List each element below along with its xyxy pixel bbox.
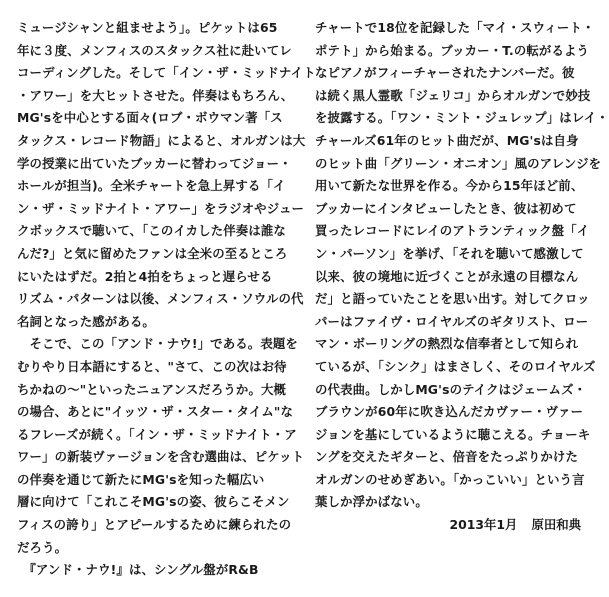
text-line: ワー」の新装ヴァージョンを含む選曲は、ピケット <box>17 449 305 465</box>
text-line: リズム・パターンは以後、メンフィス・ソウルの代 <box>17 291 304 307</box>
text-line: むりやり日本語にすると、"さて、この次はお待 <box>17 358 287 374</box>
text-line: ブッカーにインタビューしたとき、彼は初めて <box>315 200 577 216</box>
text-line: 層に向けて「これこそMG'sの姿、彼らこそメン <box>17 494 290 510</box>
text-line: コーディングした。そして「イン・ザ・ミッドナイト <box>17 65 316 81</box>
text-line: ジョンを基にしているように聴こえる。チョーキ <box>315 426 591 442</box>
text-line: 以来、彼の境地に近づくことが永遠の目標なん <box>315 268 579 284</box>
text-line: は続く黒人霊歌「ジェリコ」からオルガンで妙技 <box>315 87 591 103</box>
text-line: ミュージシャンと組ませよう」。ピケットは65 <box>17 20 278 35</box>
text-line: マン・ボーリングの熱烈な信奉者として知られ <box>315 336 579 352</box>
text-line: ポテト」から始まる。ブッカー・T.の転がるよう <box>315 42 590 58</box>
left-text-column <box>17 17 316 582</box>
text-line: MG'sを中心とする面々(ロブ・ボウマン著「ス <box>17 110 283 126</box>
text-line: 学の授業に出ていたブッカーに替わってジョー・ <box>17 155 292 171</box>
text-line: 葉しか浮かばない。 <box>315 494 428 510</box>
text-line: 買ったレコードにレイのアトランティック盤「イ <box>315 223 590 239</box>
text-line: 名詞となった感がある。 <box>17 313 155 329</box>
text-line: なピアノがフィーチャーされたナンバーだ。彼 <box>315 65 575 81</box>
signature-date: 2013年1月 <box>449 517 518 532</box>
text-line: ・アワー」を大ヒットさせた。伴奏はもちろん、 <box>17 87 294 103</box>
text-line: クボックスで聴いて、「このイカした伴奏は誰な <box>17 223 286 239</box>
text-line: ブラウンが60年に吹き込んだカヴァー・ヴァー <box>315 404 584 420</box>
text-line: そこで、この「アンド・ナウ!」である。表題を <box>17 336 298 352</box>
text-line: のヒット曲「グリーン・オニオン」風のアレンジを <box>315 155 602 171</box>
text-line: ちかねの〜"といったニュアンスだろうか。大概 <box>17 381 287 397</box>
text-line: パーはファイヴ・ロイヤルズのギタリスト、ロー <box>315 313 589 329</box>
text-line: にいたはずだ。2拍と4拍をちょっと遅らせる <box>17 268 273 284</box>
text-line: ングを交えたギターと、倍音をたっぷりかけた <box>315 449 578 465</box>
text-line: だ」と語っていたことを思い出す。対してクロッ <box>315 291 590 307</box>
text-line: チャートで18位を記録した「マイ・スウィート・ <box>315 20 595 35</box>
text-line: の場合、あとに"イッツ・ザ・スター・タイム"な <box>17 404 294 420</box>
text-line: ているが、「シンク」はまさしく、そのロイヤルズ <box>315 358 596 374</box>
text-line: ン・ザ・ミッドナイト・アワー」をラジオやジュー <box>17 200 305 216</box>
signature-author: 原田和典 <box>531 517 581 532</box>
article-signature <box>315 514 581 537</box>
text-line: ホールが担当)。全米チャートを急上昇する「イ <box>17 178 286 194</box>
text-line: タックス・レコード物語」によると、オルガンは大 <box>17 132 306 148</box>
text-line: の伴奏を通じて新たにMG'sを知った幅広い <box>17 471 265 487</box>
text-line: るフレーズが続く。「イン・ザ・ミッドナイト・ア <box>17 426 297 442</box>
text-line: 用いて新たな世界を作る。今から15年ほど前、 <box>315 178 584 194</box>
text-line: 『アンド・ナウ!』は、シングル盤がR&B <box>17 562 259 578</box>
text-line: 年に３度、メンフィスのスタックス社に赴いてレ <box>17 42 292 58</box>
text-line: オルガンのせめぎあい。「かっこいい」という言 <box>315 471 585 487</box>
text-line: ン・パーソン」を挙げ、「それを聴いて感激して <box>315 245 584 261</box>
text-line: の代表曲。しかしMG'sのテイクはジェームズ・ <box>315 381 587 397</box>
text-line: フィスの誇り」とアピールするために練られたの <box>17 517 292 533</box>
text-line: チャールズ61年のヒット曲だが、MG'sは自身 <box>315 132 579 148</box>
text-line: だろう。 <box>17 539 68 555</box>
text-line: んだ?」と気に留めたファンは全米の至るところ <box>17 245 288 261</box>
right-text-column <box>315 17 609 514</box>
text-line: を披露する。「ワン・ミント・ジュレップ」はレイ・ <box>315 110 609 126</box>
